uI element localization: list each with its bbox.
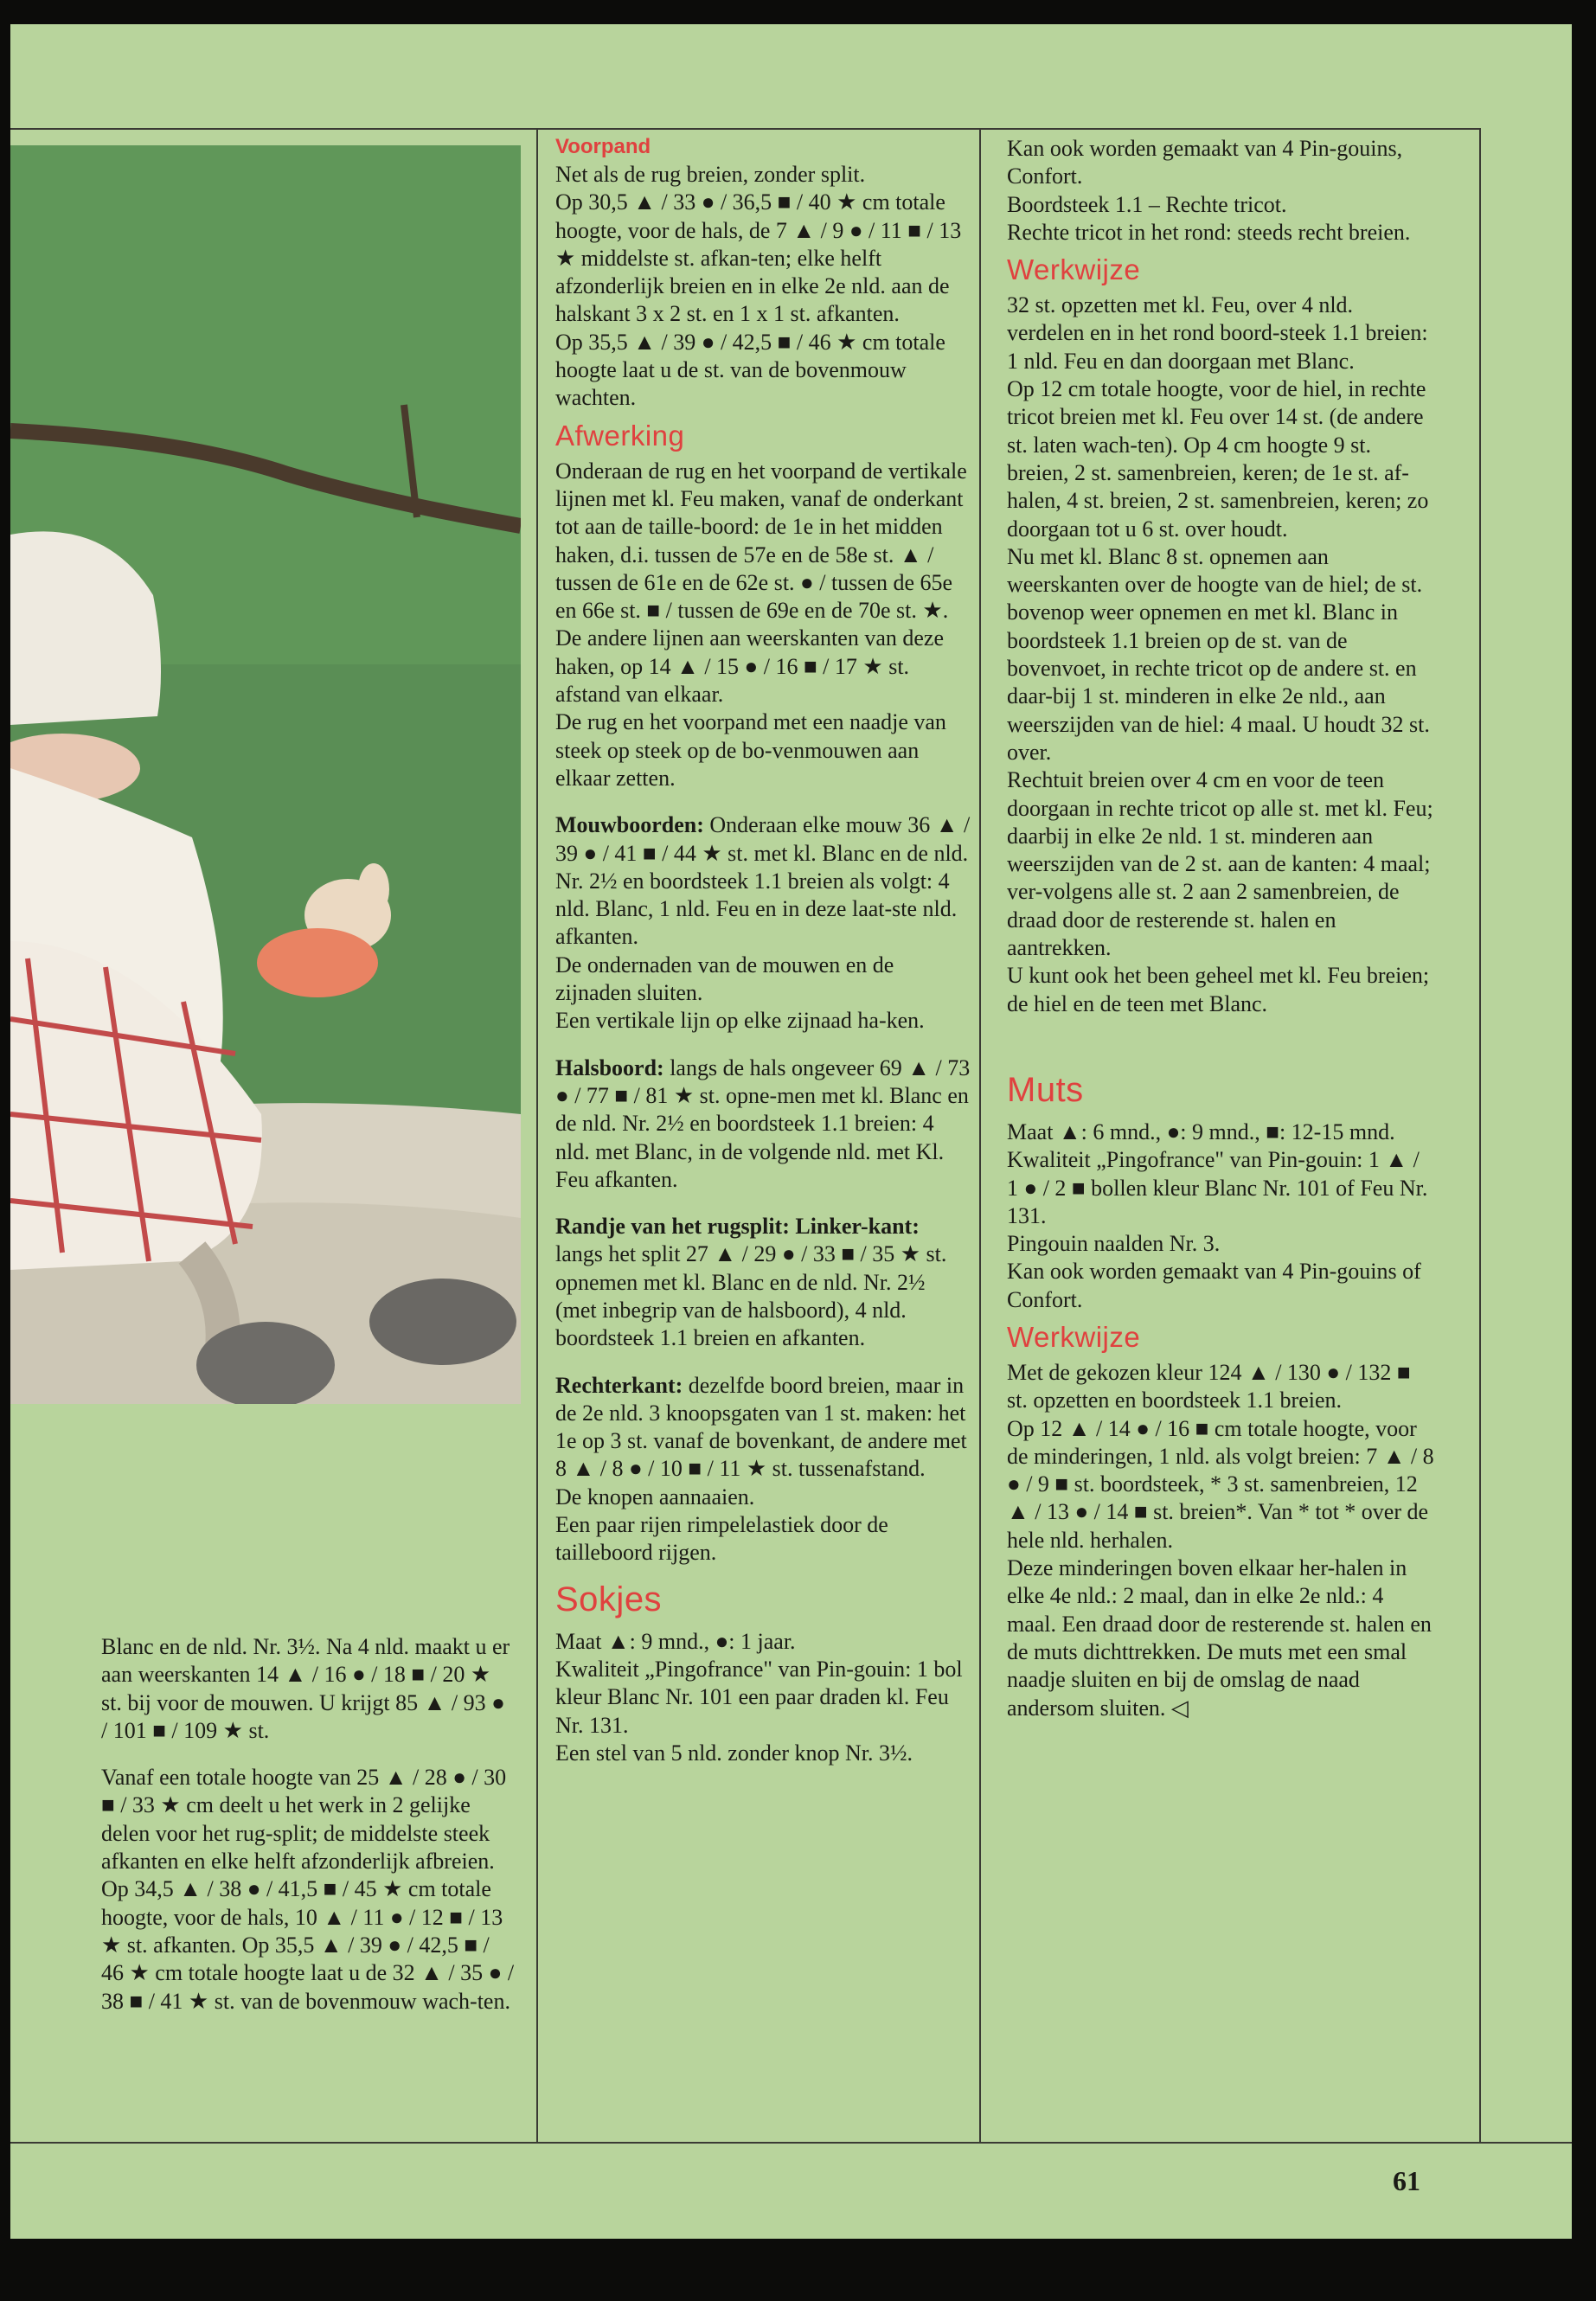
subheading-halsboord: Halsboord: xyxy=(555,1054,664,1080)
text-column-middle xyxy=(555,135,971,1767)
subheading-rechterkant: Rechterkant: xyxy=(555,1372,683,1398)
paragraph: Een vertikale lijn op elke zijnaad ha-ken. xyxy=(555,1008,925,1034)
paragraph: De rug en het voorpand met een naadje van steek op steek op de bo-venmouwen aan elkaar zetten. xyxy=(555,709,946,791)
magazine-page xyxy=(10,24,1572,2239)
paragraph: De knopen aannaaien. xyxy=(555,1484,755,1509)
paragraph: Op 30,5 ▲ / 33 ● / 36,5 ■ / 40 ★ cm totale hoogte, voor de hals, de 7 ▲ / 9 ● / 11 ■ / 13 ★ middelste st. afkan-ten; elke helft afzonderlijk breien en in elke 2e nld. aan de halskant 3 x 2 st. en 1 x 1 st. afkanten. xyxy=(555,189,962,327)
paragraph: Boordsteek 1.1 – Rechte tricot. xyxy=(1007,191,1287,217)
paragraph: Rechte tricot in het rond: steeds recht breien. xyxy=(1007,219,1411,245)
paragraph: Een paar rijen rimpelelastiek door de tailleboord rijgen. xyxy=(555,1512,888,1566)
frame-line-right xyxy=(1479,128,1481,2144)
frame-line-top xyxy=(10,128,1481,130)
paragraph-halsboord xyxy=(555,1054,971,1194)
paragraph: U kunt ook het been geheel met kl. Feu breien; de hiel en de teen met Blanc. xyxy=(1007,963,1430,1016)
section-heading-werkwijze: Werkwijze xyxy=(1007,1320,1141,1353)
paragraph-mouwboorden xyxy=(555,811,971,951)
paragraph: Op 35,5 ▲ / 39 ● / 42,5 ■ / 46 ★ cm totale hoogte laat u de st. van de bovenmouw wachten. xyxy=(555,329,945,411)
section-heading-sokjes: Sokjes xyxy=(555,1580,663,1618)
paragraph: Kwaliteit „Pingofrance" van Pin-gouin: 1 bol kleur Blanc Nr. 101 een paar draden kl. Feu Nr. 131. xyxy=(555,1656,963,1738)
column-divider xyxy=(536,128,538,2142)
paragraph: Onderaan de rug en het voorpand de vertikale lijnen met kl. Feu maken, vanaf de onderkant tot aan de taille-boord: de 1e in het midden haken, d.i. tussen de 57e en de 58e st. ▲ / tussen de 61e en de 62e st. ● / tussen de 65e en 66e st. ■ / tussen de 69e en de 70e st. ★. De andere lijnen aan weerskanten van deze haken, op 14 ▲ / 15 ● / 16 ■ / 17 ★ st. afstand van elkaar. xyxy=(555,458,967,708)
paragraph-randje xyxy=(555,1213,971,1352)
paragraph: Net als de rug breien, zonder split. xyxy=(555,162,866,187)
paragraph-text: Onderaan elke mouw 36 ▲ / 39 ● / 41 ■ / 44 ★ st. met kl. Blanc en de nld. Nr. 2½ en boordsteek 1.1 breien als volgt: 4 nld. Blanc, 1 nld. Feu en in deze laat-ste nld. afkanten. xyxy=(555,812,971,950)
paragraph-text: dezelfde boord breien, maar in de 2e nld. 3 knoopsgaten van 1 st. maken: het 1e op 3 st. vanaf de bovenkant, de andere met 8 ▲ / 8 ● / 10 ■ / 11 ★ st. tussenafstand. xyxy=(555,1372,967,1482)
paragraph: 32 st. opzetten met kl. Feu, over 4 nld. verdelen en in het rond boord-steek 1.1 breien: 1 nld. Feu en dan doorgaan met Blanc. xyxy=(1007,292,1428,374)
paragraph: Rechtuit breien over 4 cm en voor de teen doorgaan in rechte tricot op alle st. met kl. Feu; daarbij in elke 2e nld. 1 st. minderen aan weerszijden van de 2 st. aan de kanten: 4 maal; ver-volgens alle st. 2 aan 2 samenbreien, de draad door de resterende st. halen en aantrekken. xyxy=(1007,767,1433,961)
text-column-left xyxy=(101,1633,516,2016)
column-divider xyxy=(979,128,981,2142)
paragraph: Maat ▲: 9 mnd., ●: 1 jaar. xyxy=(555,1628,796,1654)
text-column-right xyxy=(1007,135,1435,1722)
doll-illustration xyxy=(10,145,521,1404)
paragraph: Nu met kl. Blanc 8 st. opnemen aan weerskanten over de hoogte van de hiel; de st. bovenop weer opnemen en met kl. Blanc in boordsteek 1.1 breien op de st. van de bovenvoet, in rechte tricot op de andere st. en daar-bij 1 st. minderen in elke 2e nld., aan weerszijden van de hiel: 4 maal. U houdt 32 st. over. xyxy=(1007,543,1430,765)
paragraph: Blanc en de nld. Nr. 3½. Na 4 nld. maakt u er aan weerskanten 14 ▲ / 16 ● / 18 ■ / 20 ★ st. bij voor de mouwen. U krijgt 85 ▲ / 93 ● / 101 ■ / 109 ★ st. xyxy=(101,1634,510,1743)
paragraph: Een stel van 5 nld. zonder knop Nr. 3½. xyxy=(555,1740,913,1766)
paragraph: Kan ook worden gemaakt van 4 Pin-gouins of Confort. xyxy=(1007,1259,1421,1312)
frame-line-bottom xyxy=(10,2142,1572,2144)
section-heading-afwerking: Afwerking xyxy=(555,419,685,452)
paragraph: Op 34,5 ▲ / 38 ● / 41,5 ■ / 45 ★ cm totale hoogte, voor de hals, 10 ▲ / 11 ● / 12 ■ / 13 ★ st. afkanten. Op 35,5 ▲ / 39 ● / 42,5 ■ / 46 ★ cm totale hoogte laat u de 32 ▲ / 35 ● / 38 ■ / 41 ★ st. van de bovenmouw wach-ten. xyxy=(101,1876,515,2014)
section-heading-voorpand: Voorpand xyxy=(555,135,651,158)
doll-photo xyxy=(10,145,521,1404)
subheading-randje: Randje van het rugsplit: Linker-kant: xyxy=(555,1214,920,1240)
subheading-mouwboorden: Mouwboorden: xyxy=(555,812,704,838)
section-heading-werkwijze: Werkwijze xyxy=(1007,253,1141,286)
page-number: 61 xyxy=(1393,2165,1420,2196)
paragraph: Pingouin naalden Nr. 3. xyxy=(1007,1231,1221,1257)
paragraph: Kan ook worden gemaakt van 4 Pin-gouins, Confort. xyxy=(1007,136,1403,189)
paragraph: Vanaf een totale hoogte van 25 ▲ / 28 ● / 30 ■ / 33 ★ cm deelt u het werk in 2 gelijke delen voor het rug-split; de middelste steek afkanten en elke helft afzonderlijk afbreien. xyxy=(101,1765,507,1875)
paragraph: Met de gekozen kleur 124 ▲ / 130 ● / 132 ■ st. opzetten en boordsteek 1.1 breien. xyxy=(1007,1359,1411,1413)
paragraph: Op 12 cm totale hoogte, voor de hiel, in rechte tricot breien met kl. Feu over 14 st. (de andere st. laten wach-ten). Op 4 cm hoogte 9 st. breien, 2 st. samenbreien, keren; de 1e st. af-halen, 4 st. breien, 2 st. samenbreien, keren; zo doorgaan tot u 6 st. over houdt. xyxy=(1007,376,1429,542)
paragraph-text: langs de hals ongeveer 69 ▲ / 73 ● / 77 ■ / 81 ★ st. opne-men met kl. Blanc en de nld. Nr. 2½ en boordsteek 1.1 breien: 4 nld. met Blanc, in de volgende nld. met Kl. Feu afkanten. xyxy=(555,1054,971,1192)
paragraph-text: langs het split 27 ▲ / 29 ● / 33 ■ / 35 ★ st. opnemen met kl. Blanc en de nld. Nr. 2½ (met inbegrip van de halsboord), 4 nld. boordsteek 1.1 breien en afkanten. xyxy=(555,1241,947,1351)
paragraph-rechterkant xyxy=(555,1372,971,1484)
paragraph: Kwaliteit „Pingofrance" van Pin-gouin: 1 ▲ / 1 ● / 2 ■ bollen kleur Blanc Nr. 101 of Feu Nr. 131. xyxy=(1007,1147,1428,1228)
paragraph: Deze minderingen boven elkaar her-halen in elke 4e nld.: 2 maal, dan in elke 2e nld.: 4 maal. Een draad door de resterende st. halen en de muts dichttrekken. De muts met een smal naadje sluiten en bij de omslag de naad andersom sluiten. ◁ xyxy=(1007,1555,1432,1721)
section-heading-muts: Muts xyxy=(1007,1070,1084,1109)
paragraph: De ondernaden van de mouwen en de zijnaden sluiten. xyxy=(555,952,894,1006)
paragraph: Op 12 ▲ / 14 ● / 16 ■ cm totale hoogte, voor de minderingen, 1 nld. als volgt breien: 7 ▲ / 8 ● / 9 ■ st. boordsteek, * 3 st. samenbreien, 12 ▲ / 13 ● / 14 ■ st. breien*. Van * tot * over de hele nld. herhalen. xyxy=(1007,1415,1434,1553)
paragraph: Maat ▲: 6 mnd., ●: 9 mnd., ■: 12-15 mnd. xyxy=(1007,1118,1395,1144)
